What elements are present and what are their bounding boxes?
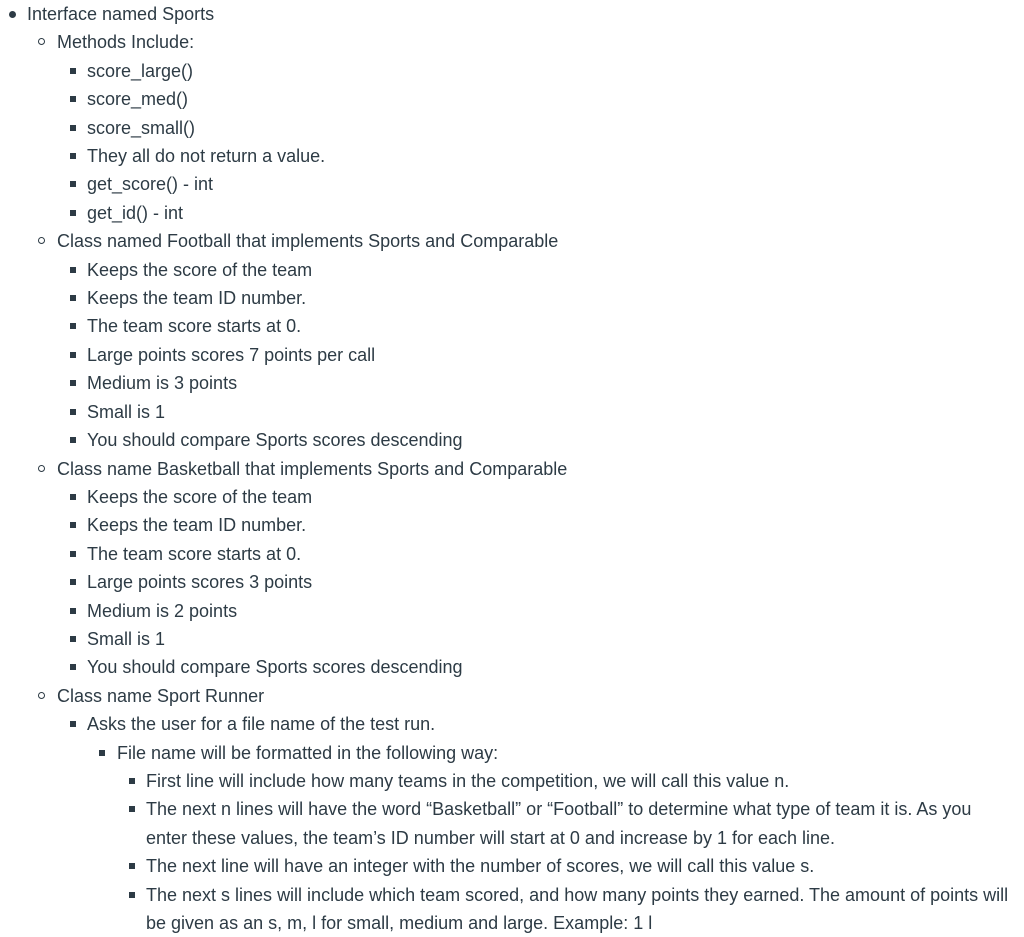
- outline-item-text: File name will be formatted in the following way:: [117, 742, 499, 763]
- outline-item-text: Medium is 3 points: [87, 373, 238, 394]
- outline-item: [0, 85, 1024, 113]
- outline-item: [0, 142, 1024, 170]
- square-bullet-icon: [70, 153, 76, 159]
- square-bullet-icon: [129, 892, 135, 898]
- square-bullet-icon: [70, 664, 76, 670]
- square-bullet-icon: [70, 608, 76, 614]
- square-bullet-icon: [99, 750, 105, 756]
- outline-item-text: Keeps the team ID number.: [87, 515, 307, 536]
- outline-item-text: The next s lines will include which team scored, and how many points they earned. The amount of points will be given as an s, m, l for small, medium and large. Example: 1 l: [146, 884, 1009, 933]
- outline-item: [0, 341, 1024, 369]
- outline-item: [0, 0, 1024, 28]
- outline-item-text: Small is 1: [87, 401, 166, 422]
- square-bullet-icon: [70, 68, 76, 74]
- outline-item-text: Medium is 2 points: [87, 600, 238, 621]
- square-bullet-icon: [70, 522, 76, 528]
- outline-item-text: The team score starts at 0.: [87, 543, 302, 564]
- outline-item: [0, 625, 1024, 653]
- outline-item-text: First line will include how many teams in the competition, we will call this value n.: [146, 770, 790, 791]
- outline-item-text: Class named Football that implements Sports and Comparable: [57, 231, 559, 252]
- outline-item: [0, 483, 1024, 511]
- square-bullet-icon: [70, 721, 76, 727]
- outline-item: [0, 312, 1024, 340]
- outline-item-text: get_id() - int: [87, 202, 184, 223]
- outline-item: [0, 227, 1024, 255]
- square-bullet-icon: [70, 181, 76, 187]
- outline-item: [0, 540, 1024, 568]
- outline-item: [0, 369, 1024, 397]
- outline-item-text: score_large(): [87, 60, 194, 81]
- outline-item: [0, 597, 1024, 625]
- outline-item-text: The next n lines will have the word “Basketball” or “Football” to determine what type of team it is. As you enter these values, the team’s ID number will start at 0 and increase by 1 for each line.: [146, 799, 972, 848]
- outline-item: [0, 114, 1024, 142]
- outline-item-text: Large points scores 7 points per call: [87, 344, 376, 365]
- square-bullet-icon: [70, 636, 76, 642]
- outline-item: [0, 710, 1024, 738]
- outline-item-text: Asks the user for a file name of the test run.: [87, 714, 436, 735]
- disc-bullet-icon: [9, 11, 16, 18]
- outline-item: [0, 284, 1024, 312]
- outline-item: [0, 739, 1024, 767]
- outline-item: [0, 398, 1024, 426]
- outline-item: [0, 653, 1024, 681]
- outline-item: [0, 426, 1024, 454]
- square-bullet-icon: [70, 579, 76, 585]
- outline-item-text: score_small(): [87, 117, 196, 138]
- outline-item: [0, 682, 1024, 710]
- outline-item-text: The next line will have an integer with the number of scores, we will call this value s.: [146, 856, 815, 877]
- outline-item: [0, 28, 1024, 56]
- square-bullet-icon: [70, 494, 76, 500]
- square-bullet-icon: [70, 352, 76, 358]
- outline-item: [0, 170, 1024, 198]
- outline-item-text: score_med(): [87, 89, 189, 110]
- outline-item-text: The team score starts at 0.: [87, 316, 302, 337]
- outline-item: [0, 852, 1024, 880]
- outline-item: [0, 455, 1024, 483]
- circle-bullet-icon: [38, 38, 45, 45]
- outline-item-text: Keeps the score of the team: [87, 259, 313, 280]
- square-bullet-icon: [70, 380, 76, 386]
- outline-item-text: You should compare Sports scores descending: [87, 657, 463, 678]
- outline-item-text: Methods Include:: [57, 32, 195, 53]
- outline-item: [0, 767, 1024, 795]
- outline-item: [0, 881, 1024, 937]
- outline-item: [0, 256, 1024, 284]
- outline-item: [0, 199, 1024, 227]
- square-bullet-icon: [70, 295, 76, 301]
- square-bullet-icon: [70, 409, 76, 415]
- square-bullet-icon: [129, 863, 135, 869]
- outline-item: [0, 568, 1024, 596]
- outline-item-text: Interface named Sports: [27, 4, 215, 24]
- outline-item-text: Class name Basketball that implements Sports and Comparable: [57, 458, 568, 479]
- square-bullet-icon: [129, 778, 135, 784]
- circle-bullet-icon: [38, 237, 45, 244]
- square-bullet-icon: [70, 551, 76, 557]
- outline-item-text: Large points scores 3 points: [87, 572, 313, 593]
- square-bullet-icon: [129, 806, 135, 812]
- square-bullet-icon: [70, 210, 76, 216]
- outline-item: [0, 57, 1024, 85]
- outline-item: [0, 511, 1024, 539]
- circle-bullet-icon: [38, 465, 45, 472]
- square-bullet-icon: [70, 125, 76, 131]
- square-bullet-icon: [70, 323, 76, 329]
- outline-item-text: get_score() - int: [87, 174, 214, 195]
- outline-item-text: You should compare Sports scores descending: [87, 430, 463, 451]
- square-bullet-icon: [70, 96, 76, 102]
- outline-item-text: Keeps the score of the team: [87, 486, 313, 507]
- circle-bullet-icon: [38, 692, 45, 699]
- square-bullet-icon: [70, 267, 76, 273]
- square-bullet-icon: [70, 437, 76, 443]
- outline-item-text: They all do not return a value.: [87, 146, 326, 167]
- outline-item-text: Keeps the team ID number.: [87, 288, 307, 309]
- outline-item: [0, 795, 1024, 852]
- outline-item-text: Class name Sport Runner: [57, 685, 265, 706]
- outline-item-text: Small is 1: [87, 628, 166, 649]
